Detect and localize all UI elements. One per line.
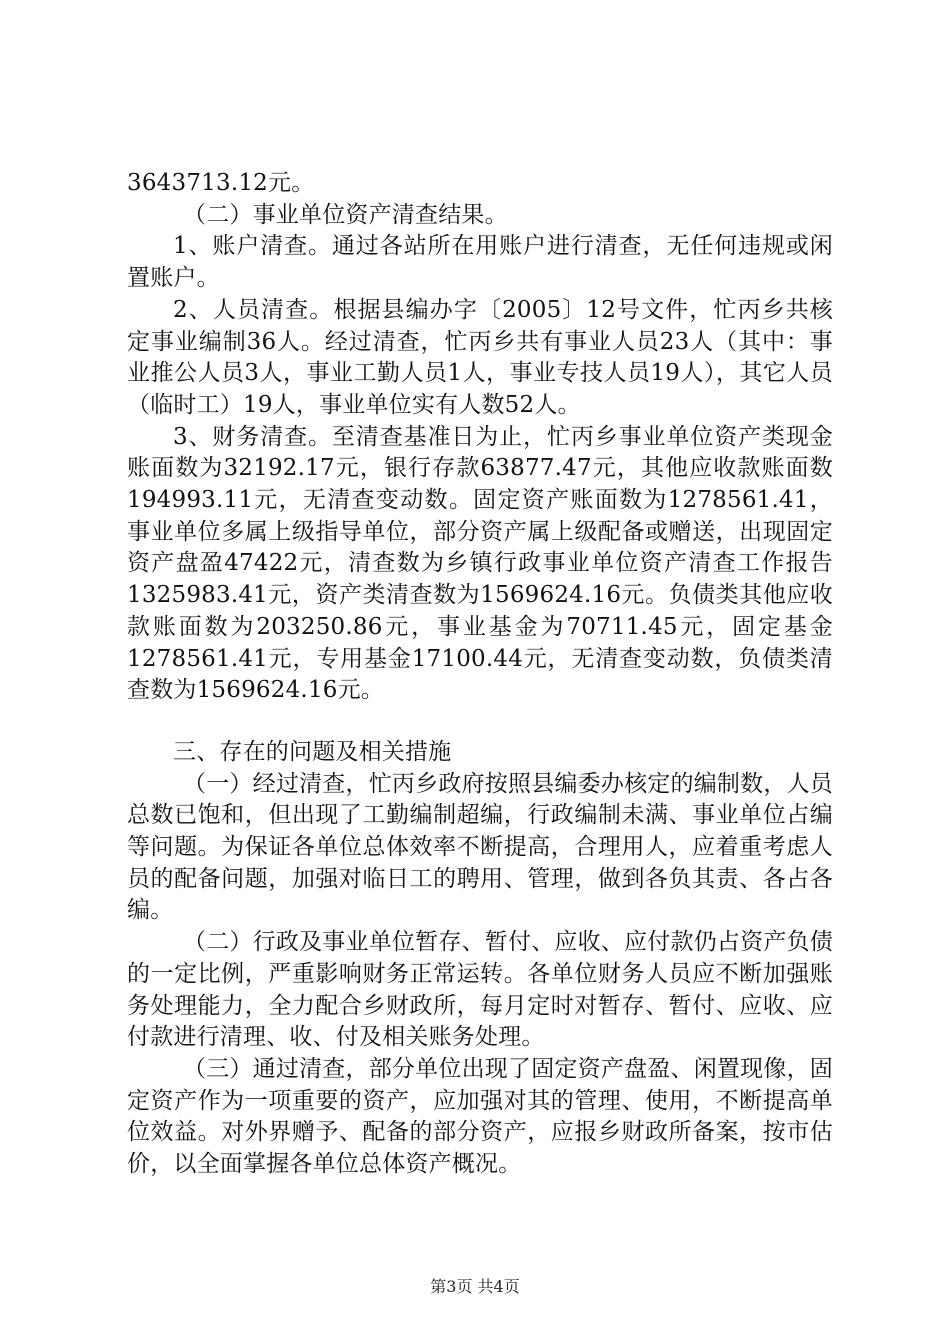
paragraph-personnel-check: 2、人员清查。根据县编办字〔2005〕12号文件，忙丙乡共核定事业编制36人。经过清查，忙丙乡共有事业人员23人（其中：事业推公人员3人，事业工勤人员1人，事业专技人员19人），其它人员（临时工）19人，事业单位实有人数52人。 [127,296,833,418]
paragraph-problem-three: （三）通过清查，部分单位出现了固定资产盘盈、闲置现像，固定资产作为一项重要的资产，应加强对其的管理、使用，不断提高单位效益。对外界赠予、配备的部分资产，应报乡财政所备案，按市估价，以全面掌握各单位总体资产概况。 [127,1055,833,1178]
paragraph-problem-one: （一）经过清查，忙丙乡政府按照县编委办核定的编制数，人员总数已饱和，但出现了工勤编制超编，行政编制未满、事业单位占编等问题。为保证各单位总体效率不断提高，合理用人，应着重考虑人员的配备问题，加强对临日工的聘用、管理，做到各负其责、各占各编。 [127,770,833,924]
paragraph-problem-two: （二）行政及事业单位暂存、暂付、应收、应付款仍占资产负债的一定比例，严重影响财务正常运转。各单位财务人员应不断加强账务处理能力，全力配合乡财政所，每月定时对暂存、暂付、应收、应付款进行清理、收、付及相关账务处理。 [127,929,833,1051]
paragraph-account-check: 1、账户清查。通过各站所在用账户进行清查，无任何违规或闲置账户。 [127,233,833,292]
paragraph-amount-continuation: 3643713.12元。 [127,170,315,196]
page-number-footer: 第3页 共4页 [430,1277,520,1296]
document-body [127,168,833,1181]
paragraph-financial-check: 3、财务清查。至清查基准日为止，忙丙乡事业单位资产类现金账面数为32192.17元，银行存款63877.47元，其他应收款账面数194993.11元，无清查变动数。固定资产账面数为1278561.41，事业单位多属上级指导单位，部分资产属上级配备或赠送，出现固定资产盘盈47422元，清查数为乡镇行政事业单位资产清查工作报告1325983.41元，资产类清查数为1569624.16元。负债类其他应收款账面数为203250.86元，事业基金为70711.45元，固定基金1278561.41元，专用基金17100.44元，无清查变动数，负债类清查数为1569624.16元。 [127,423,833,704]
section-heading-problems-measures: 三、存在的问题及相关措施 [173,738,452,765]
subheading-public-institution-results: （二）事业单位资产清查结果。 [183,201,508,228]
